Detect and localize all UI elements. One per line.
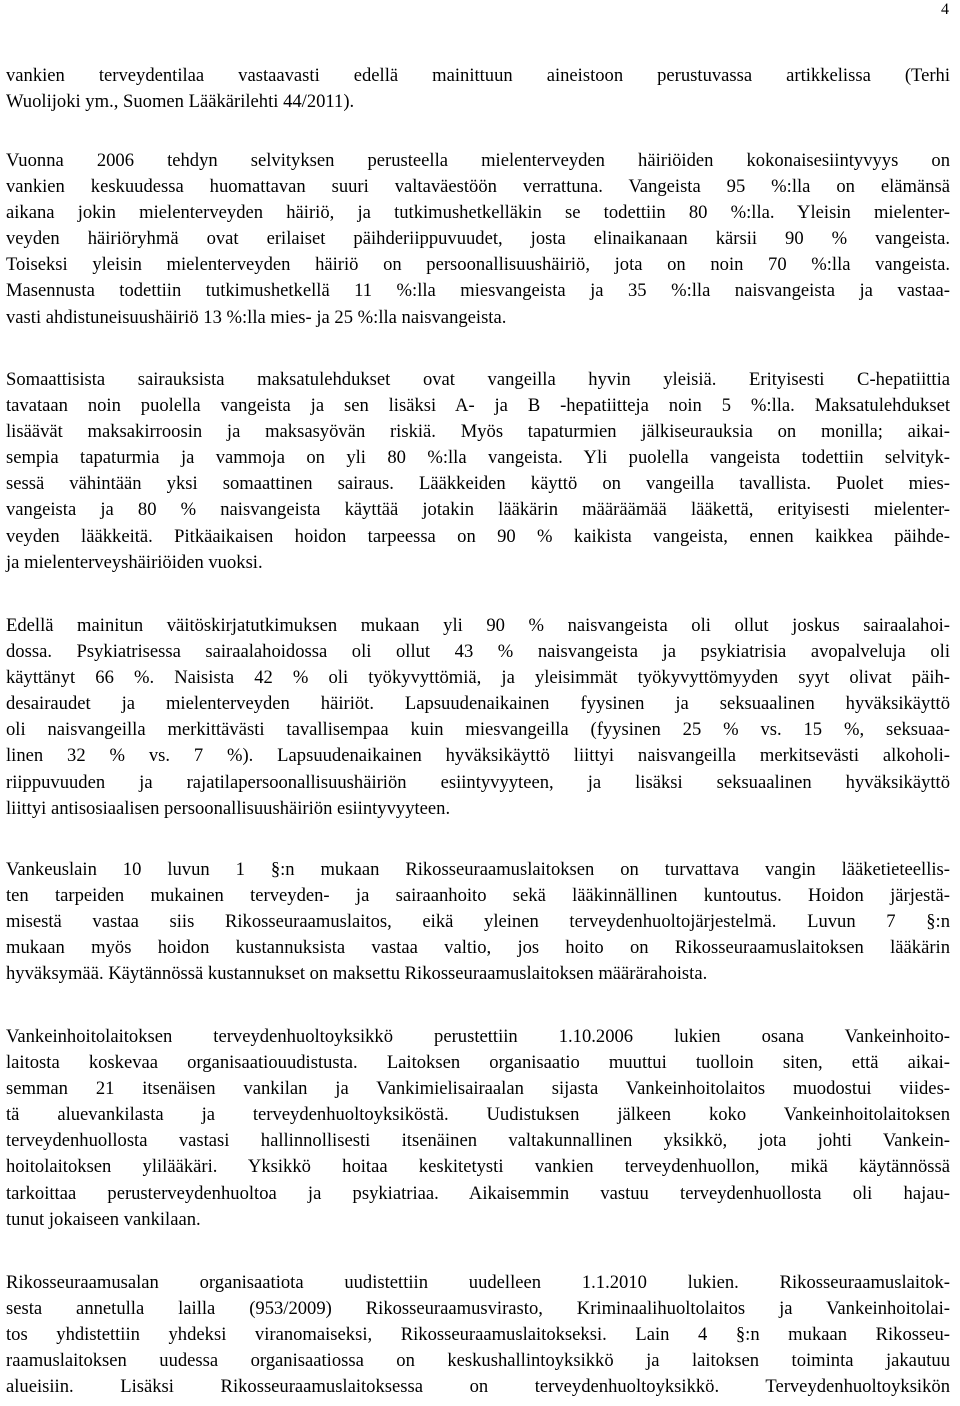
paragraph-dissertation-findings bbox=[6, 613, 950, 822]
text-line: veyden lääkkeitä. Pitkäaikaisen hoidon tarpeessa on 90 % kaikista vangeista, ennen kaikkea päihde- bbox=[6, 525, 950, 547]
text-line: ten tarpeiden mukainen terveyden- ja sairaanhoito sekä lääkinnällinen kuntoutus. Hoidon järjestä- bbox=[6, 885, 950, 907]
paragraph-prison-act bbox=[6, 857, 950, 987]
text-line: sesta annetulla lailla (953/2009) Rikosseuraamusvirasto, Kriminaalihuoltolaitos ja Vankeinhoitolai- bbox=[6, 1298, 950, 1320]
text-line: Vankeuslain 10 luvun 1 §:n mukaan Rikosseuraamuslaitoksen on turvattava vangin lääketieteellis- bbox=[6, 859, 950, 880]
text-line: laitosta koskevaa organisaatiouudistusta. Laitoksen organisaatio muuttui tuolloin siten, että aikai- bbox=[6, 1052, 950, 1074]
text-line: tavataan noin puolella vangeista ja sen lisäksi A- ja B -hepatiitteja noin 5 %:lla. Maksatulehdukset bbox=[6, 395, 950, 417]
text-line: tä aluevankilasta ja terveydenhuoltoyksiköstä. Uudistuksen jälkeen koko Vankeinhoitolaitoksen bbox=[6, 1104, 950, 1126]
text-line: dossa. Psykiatrisessa sairaalahoidossa oli ollut 43 % naisvangeista ja psykiatrisia avopalveluja oli bbox=[6, 641, 950, 663]
text-line: hyväksymää. Käytännössä kustannukset on maksettu Rikosseuraamuslaitoksen määrärahoista. bbox=[6, 963, 708, 985]
text-line: ja mielenterveyshäiriöiden vuoksi. bbox=[6, 551, 263, 573]
text-line: desairaudet ja mielenterveyden häiriöt. Lapsuudenaikainen fyysinen ja seksuaalinen hyväksikäyttö bbox=[6, 693, 950, 715]
text-line: veyden häiriöryhmä ovat erilaiset päihderiippuvuudet, josta elinaikanaan kärsii 90 % vangeista. bbox=[6, 228, 950, 250]
paragraph-health-care-unit bbox=[6, 1024, 950, 1233]
text-line: terveydenhuollosta vastasi hallinnollisesti itsenäinen valtakunnallinen yksikkö, jota johti Vankein- bbox=[6, 1130, 950, 1152]
text-line: Masennusta todettiin tutkimushetkellä 11 %:lla miesvangeista ja 35 %:lla naisvangeista ja vastaa- bbox=[6, 280, 950, 302]
text-line: linen 32 % vs. 7 %). Lapsuudenaikainen hyväksikäyttö liittyi naisvangeilla merkitsevästi alkoholi- bbox=[6, 745, 950, 767]
paragraph-mental-health bbox=[6, 148, 950, 331]
paragraph-somatic-diseases bbox=[6, 367, 950, 576]
text-line: lisäävät maksakirroosin ja maksasyövän riskiä. Myös tapaturmien jälkiseurauksia on monilla; aikai- bbox=[6, 421, 950, 443]
text-line: mukaan myös hoidon kustannuksista vastaa valtio, jos hoito on Rikosseuraamuslaitoksen lääkärin bbox=[6, 937, 950, 959]
text-line: semman 21 itsenäisen vankilan ja Vankimielisairaalan sijasta Vankeinhoitolaitos muodostui viides- bbox=[6, 1078, 950, 1100]
text-line: vasti ahdistuneisuushäiriö 13 %:lla mies- ja 25 %:lla naisvangeista. bbox=[6, 306, 507, 328]
text-line: vankien terveydentilaa vastaavasti edellä mainittuun aineistoon perustuvassa artikkelissa (Terhi bbox=[6, 65, 950, 86]
page-number: 4 bbox=[941, 1, 949, 18]
text-line: Vuonna 2006 tehdyn selvityksen perusteella mielenterveyden häiriöiden kokonaisesiintyvyys on bbox=[6, 150, 950, 171]
text-line: riippuvuuden ja rajatilapersoonallisuushäiriön esiintyvyyteen, ja lisäksi seksuaalinen hyväksikäyttö bbox=[6, 771, 950, 793]
text-line: Rikosseuraamusalan organisaatiota uudistettiin uudelleen 1.1.2010 lukien. Rikosseuraamuslaitok- bbox=[6, 1272, 950, 1293]
text-line: aikana jokin mielenterveyden häiriö, ja tutkimushetkelläkin se todettiin 80 %:lla. Yleisin mielenter- bbox=[6, 202, 950, 224]
text-line: raamuslaitoksen uudessa organisaatiossa on keskushallintoyksikkö ja laitoksen toiminta jakautuu bbox=[6, 1350, 950, 1372]
text-line: liittyi antisosiaalisen persoonallisuushäiriön esiintyvyyteen. bbox=[6, 797, 451, 819]
text-line: Somaattisista sairauksista maksatulehdukset ovat vangeilla hyvin yleisiä. Erityisesti C-hepatiittia bbox=[6, 369, 950, 390]
paragraph-reorganisation bbox=[6, 1270, 950, 1400]
text-line: Vankeinhoitolaitoksen terveydenhuoltoyksikkö perustettiin 1.10.2006 lukien osana Vankeinhoito- bbox=[6, 1026, 950, 1047]
text-line: tarkoittaa perusterveydenhuoltoa ja psykiatriaa. Aikaisemmin vastuu terveydenhuollosta oli hajau- bbox=[6, 1182, 950, 1204]
text-line: vangeista ja 80 % naisvangeista käyttää jotakin lääkärin määräämää lääkettä, erityisesti mielenter- bbox=[6, 499, 950, 521]
text-line: alueisiin. Lisäksi Rikosseuraamuslaitoksessa on terveydenhuoltoyksikkö. Terveydenhuoltoyksikön bbox=[6, 1376, 950, 1398]
text-line: Wuolijoki ym., Suomen Lääkärilehti 44/2011). bbox=[6, 91, 355, 113]
text-line: Toiseksi yleisin mielenterveyden häiriö on persoonallisuushäiriö, jota on noin 70 %:lla vangeista. bbox=[6, 254, 950, 276]
text-line: misestä vastaa siis Rikosseuraamuslaitos, eikä yleinen terveydenhuoltojärjestelmä. Luvun 7 §:n bbox=[6, 911, 950, 933]
text-line: Edellä mainitun väitöskirjatutkimuksen mukaan yli 90 % naisvangeista oli ollut joskus sairaalahoi- bbox=[6, 615, 950, 636]
text-line: sessä vähintään yksi somaattinen sairaus. Lääkkeiden käyttö on vangeilla tavallista. Puolet mies- bbox=[6, 473, 950, 495]
text-line: tos yhdistettiin yhdeksi viranomaiseksi, Rikosseuraamuslaitokseksi. Lain 4 §:n mukaan Rikosseu- bbox=[6, 1324, 950, 1346]
paragraph-intro-continuation bbox=[6, 63, 950, 115]
text-line: oli naisvangeilla merkittävästi tavallisempaa kuin miesvangeilla (fyysinen 25 % vs. 15 %, seksuaa- bbox=[6, 719, 950, 741]
text-line: vankien keskuudessa huomattavan suuri valtaväestöön verrattuna. Vangeista 95 %:lla on elämänsä bbox=[6, 176, 950, 198]
text-line: sempia tapaturmia ja vammoja on yli 80 %:lla vangeista. Yli puolella vangeista todettiin selvityk- bbox=[6, 447, 950, 469]
text-line: käyttänyt 66 %. Naisista 42 % oli työkyvyttömiä, ja yleisimmät työkyvyttömyyden syyt olivat päih- bbox=[6, 667, 950, 689]
text-line: hoitolaitoksen ylilääkäri. Yksikkö hoitaa keskitetysti vankien terveydenhuollon, mikä käytännössä bbox=[6, 1156, 950, 1178]
text-line: tunut jokaiseen vankilaan. bbox=[6, 1208, 201, 1230]
